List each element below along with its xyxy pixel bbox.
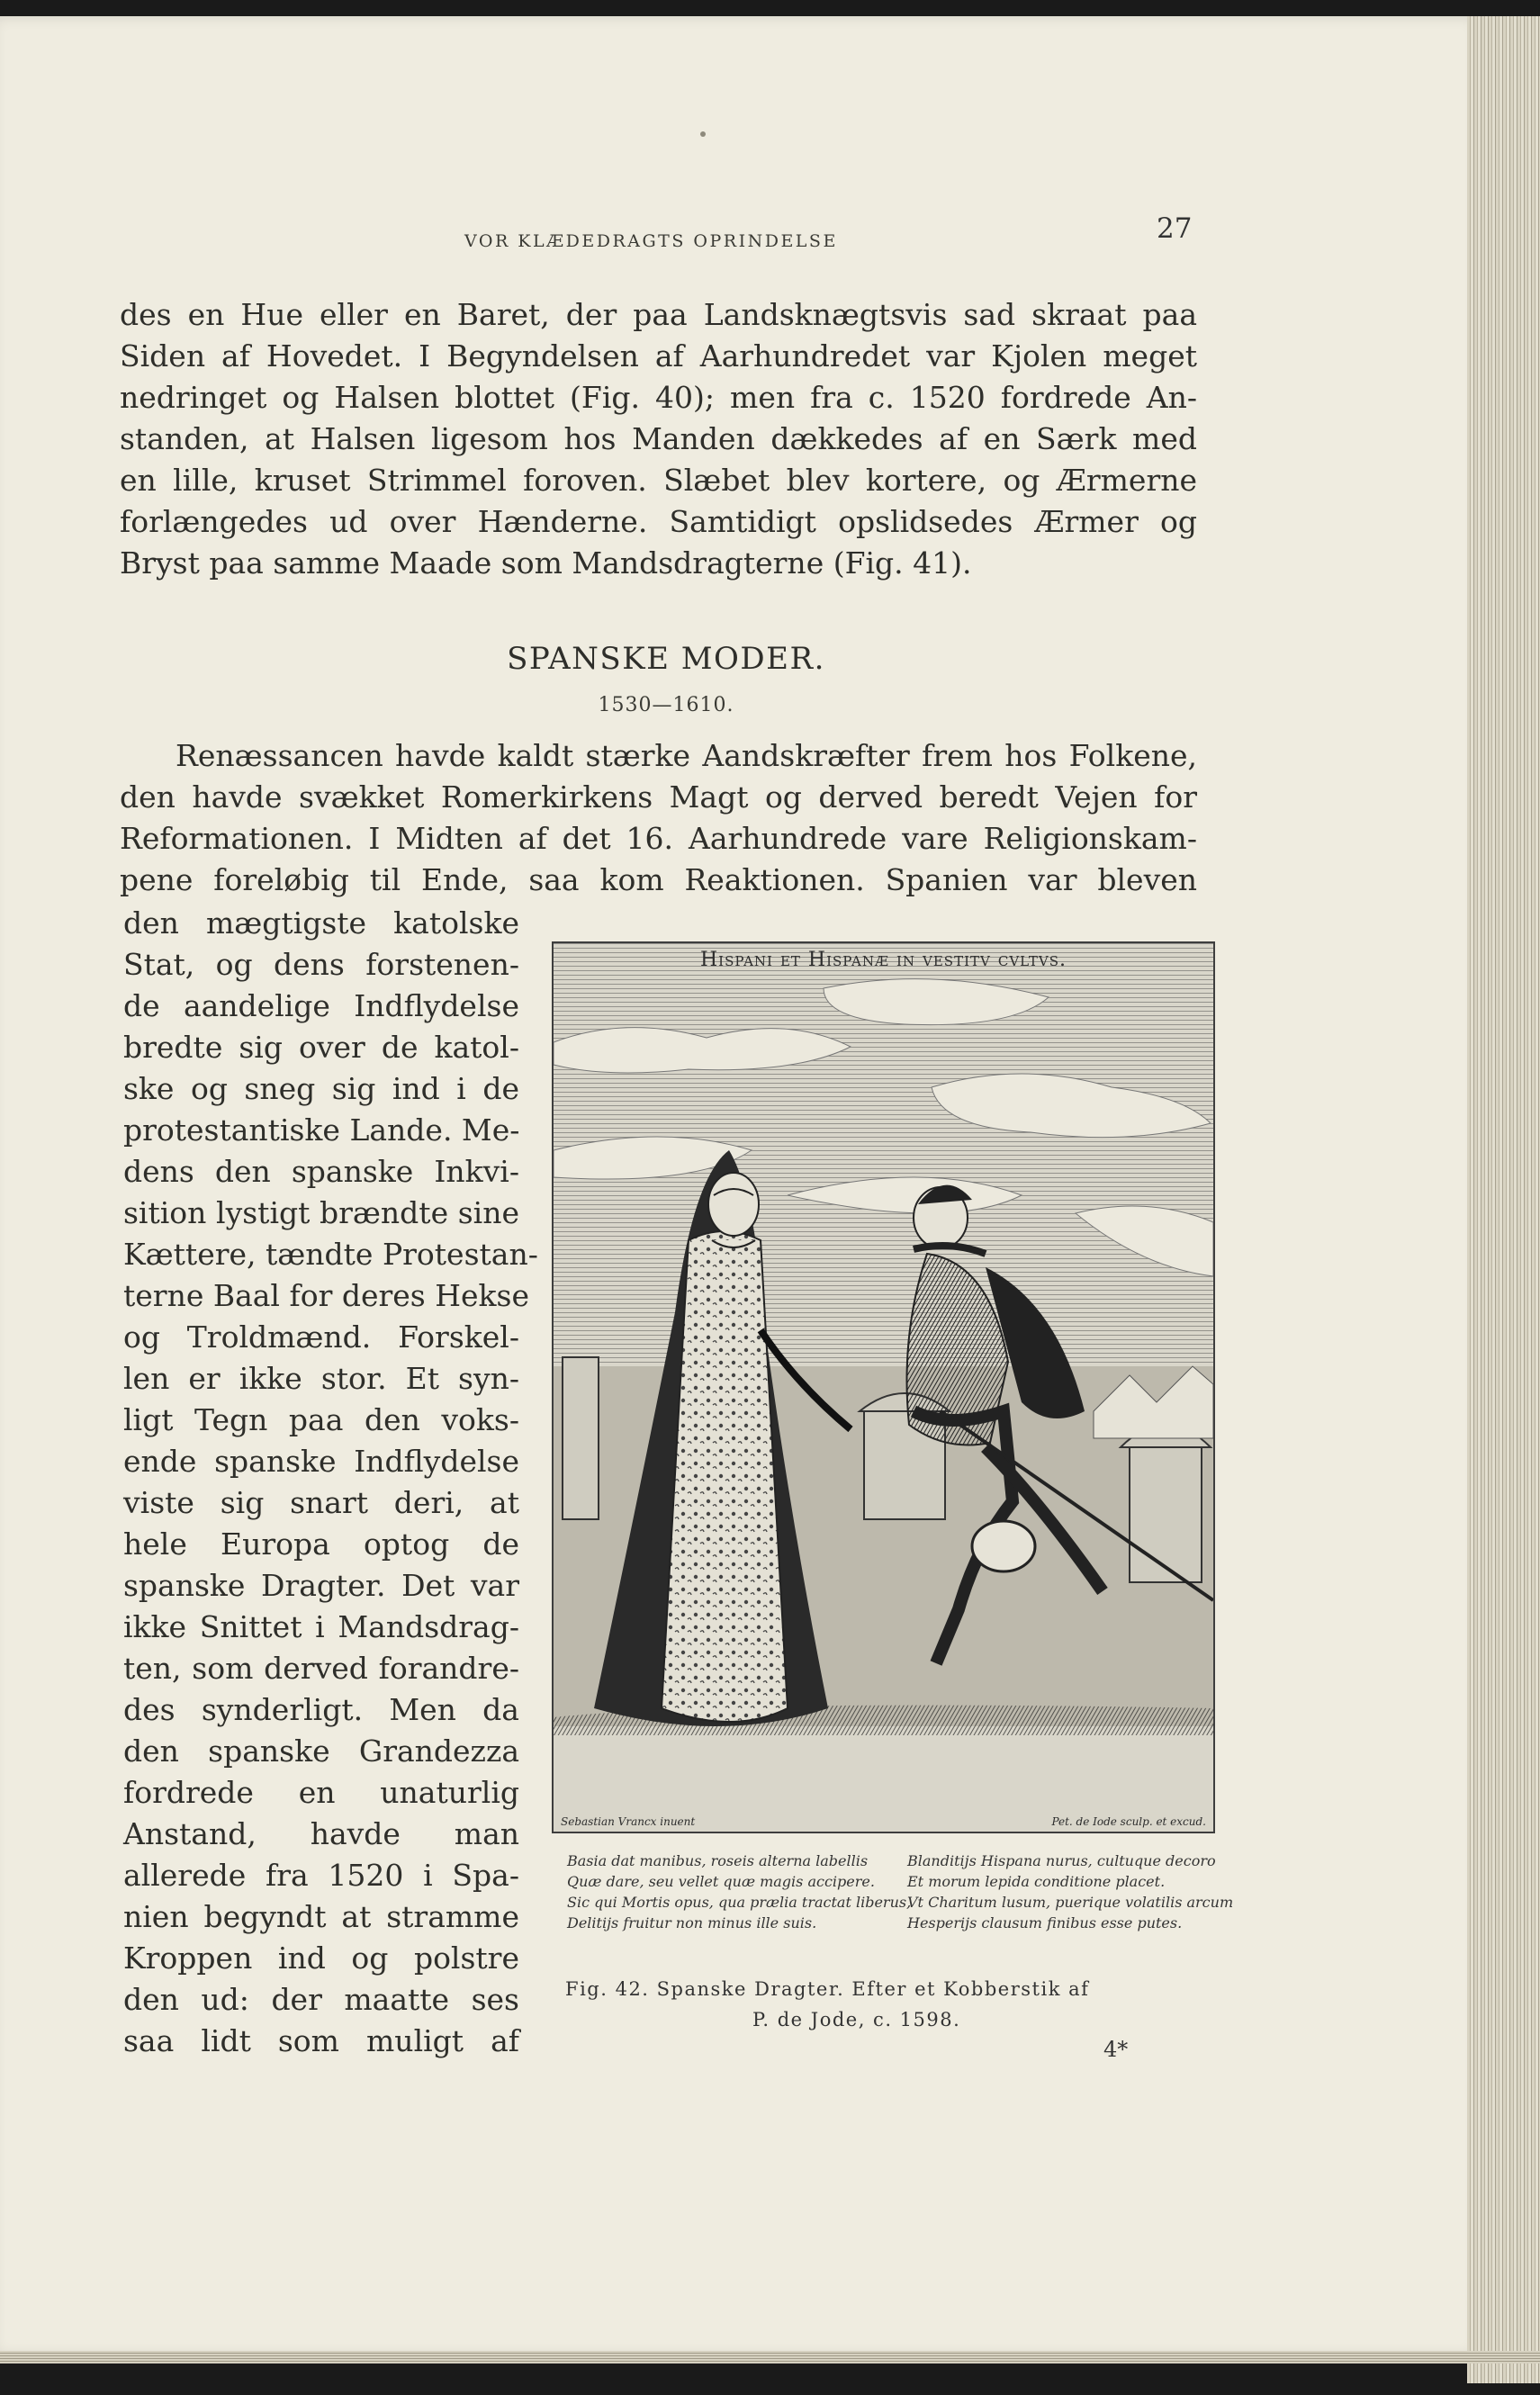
text-line: dens den spanske Inkvi- bbox=[123, 1154, 519, 1189]
verse-line: Quæ dare, seu vellet quæ magis accipere. bbox=[567, 1873, 875, 1890]
text-line: ende spanske Indflydelse bbox=[123, 1444, 519, 1479]
text-line: Kroppen ind og polstre bbox=[123, 1940, 519, 1976]
text-line: allerede fra 1520 i Spa- bbox=[123, 1858, 519, 1893]
text-line: Reformationen. I Midten af det 16. Aarhundrede vare Religionskam- bbox=[120, 821, 1197, 856]
text-line: den ud: der maatte ses bbox=[123, 1982, 519, 2017]
figure-caption: Fig. 42. Spanske Dragter. Efter et Kobberstik af bbox=[565, 1978, 1090, 2000]
verse-left bbox=[567, 1850, 911, 1933]
verse-line: Et morum lepida conditione placet. bbox=[907, 1873, 1166, 1890]
verse-line: Blanditijs Hispana nurus, cultuque decoro bbox=[907, 1852, 1216, 1869]
text-line: ten, som derved forandre- bbox=[123, 1651, 519, 1686]
text-line: hele Europa optog de bbox=[123, 1526, 519, 1562]
engraving-signature-left: Sebastian Vrancx inuent bbox=[561, 1815, 696, 1828]
page-number: 27 bbox=[1157, 212, 1193, 245]
text-line: pene foreløbig til Ende, saa kom Reaktionen. Spanien var bleven bbox=[120, 862, 1197, 897]
paper-speck bbox=[700, 131, 706, 137]
verse-line: Delitijs fruitur non minus ille suis. bbox=[567, 1914, 817, 1931]
page-bottom-edge bbox=[0, 2351, 1540, 2363]
text-line: den spanske Grandezza bbox=[123, 1733, 519, 1769]
page-edges bbox=[1467, 16, 1540, 2383]
text-line: fordrede en unaturlig bbox=[123, 1775, 519, 1810]
text-line: en lille, kruset Strimmel foroven. Slæbet blev kortere, og Ærmerne bbox=[120, 463, 1197, 498]
text-line: bredte sig over de katol- bbox=[123, 1030, 519, 1065]
verse-right bbox=[907, 1850, 1233, 1933]
engraving-signature-right: Pet. de Iode sculp. et excud. bbox=[1051, 1815, 1206, 1828]
verse-line: Basia dat manibus, roseis alterna labellis bbox=[567, 1852, 869, 1869]
text-line: terne Baal for deres Hekse bbox=[123, 1278, 529, 1313]
text-line: des synderligt. Men da bbox=[123, 1692, 519, 1727]
verse-line: Sic qui Mortis opus, qua prælia tractat liberus, bbox=[567, 1894, 912, 1911]
text-line: len er ikke stor. Et syn- bbox=[123, 1361, 519, 1396]
text-line: sition lystigt brændte sine bbox=[123, 1195, 519, 1230]
text-line: Bryst paa samme Maade som Mandsdragterne (Fig. 41). bbox=[120, 545, 972, 581]
text-line: Kættere, tændte Protestan- bbox=[123, 1237, 538, 1272]
text-line: de aandelige Indflydelse bbox=[123, 988, 519, 1023]
text-line: den havde svækket Romerkirkens Magt og derved beredt Vejen for bbox=[120, 779, 1197, 815]
text-line: nien begyndt at stramme bbox=[123, 1899, 519, 1934]
verse-line: Hesperijs clausum finibus esse putes. bbox=[907, 1914, 1183, 1931]
section-heading: SPANSKE MODER. bbox=[507, 641, 825, 677]
verse-line: Vt Charitum lusum, puerique volatilis arcum bbox=[907, 1894, 1234, 1911]
engraving-figure bbox=[552, 941, 1215, 1833]
text-line: ske og sneg sig ind i de bbox=[123, 1071, 519, 1106]
text-line: nedringet og Halsen blottet (Fig. 40); men fra c. 1520 fordrede An- bbox=[120, 380, 1197, 415]
text-line: standen, at Halsen ligesom hos Manden dækkedes af en Særk med bbox=[120, 421, 1197, 456]
text-line: viste sig snart deri, at bbox=[123, 1485, 519, 1520]
text-line: Anstand, havde man bbox=[123, 1816, 519, 1851]
text-line: protestantiske Lande. Me- bbox=[123, 1112, 520, 1148]
text-line: og Troldmænd. Forskel- bbox=[123, 1319, 519, 1355]
text-line: des en Hue eller en Baret, der paa Landsknægtsvis sad skraat paa bbox=[120, 297, 1197, 332]
text-line: Siden af Hovedet. I Begyndelsen af Aarhundredet var Kjolen meget bbox=[120, 338, 1197, 374]
text-line: spanske Dragter. Det var bbox=[123, 1568, 519, 1603]
engraving-illustration bbox=[554, 943, 1213, 1832]
figure-caption-continued: P. de Jode, c. 1598. bbox=[752, 2009, 961, 2030]
text-line: ligt Tegn paa den voks- bbox=[123, 1402, 519, 1437]
engraving-title: Hispani et Hispanæ in vestitv cvltvs. bbox=[699, 949, 1067, 971]
signature-mark: 4* bbox=[1103, 2037, 1129, 2062]
text-line: forlængedes ud over Hænderne. Samtidigt opslidsedes Ærmer og bbox=[120, 504, 1197, 539]
text-line: ikke Snittet i Mandsdrag- bbox=[123, 1609, 519, 1644]
text-line: saa lidt som muligt af bbox=[123, 2023, 519, 2058]
text-line: den mægtigste katolske bbox=[123, 905, 519, 941]
text-line: Stat, og dens forstenen- bbox=[123, 947, 519, 982]
text-line: Renæssancen havde kaldt stærke Aandskræfter frem hos Folkene, bbox=[176, 738, 1197, 773]
section-dates: 1530—1610. bbox=[598, 694, 734, 716]
running-title: VOR KLÆDEDRAGTS OPRINDELSE bbox=[464, 231, 838, 251]
